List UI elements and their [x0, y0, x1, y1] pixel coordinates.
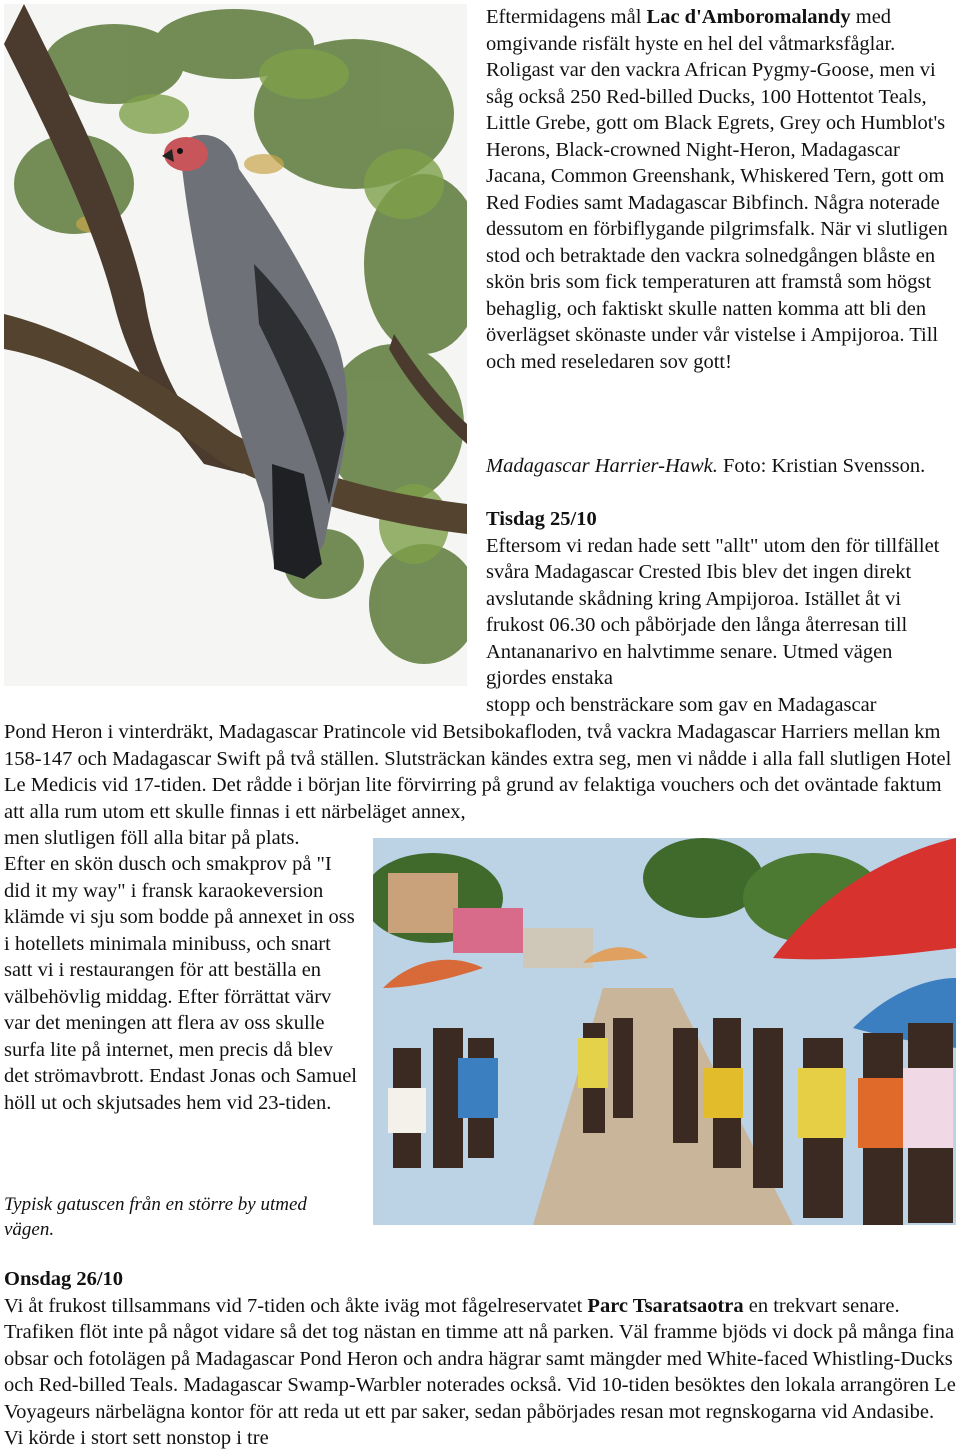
- place-name-tsaratsaotra: Parc Tsaratsaotra: [587, 1294, 744, 1317]
- wednesday-text: [4, 1293, 958, 1452]
- wednesday-section: [4, 1266, 958, 1452]
- intro-text: [486, 4, 956, 375]
- wednesday-text-rest: en trekvart senare. Trafiken flöt inte på något vidare så det tog nästan en timme att nå parken. Väl framme bjöds vi dock på många fina obsar och fotolägen på Madagascar Pond Heron och andra hägrar samt mängder med White-faced Whistling-Ducks och Red-billed Teals. Madagascar Swamp-Warbler noterades också. Vid 10-tiden besöktes den lokala arrangören Le Voyageurs närbelägna kontor för att reda ut ett par saker, sedan påbörjades resan mot regnskogarna vid Andasibe. Vi körde i stort sett nonstop i tre: [4, 1294, 956, 1449]
- intro-text-start: Eftermidagens mål: [486, 6, 647, 28]
- tuesday-section-right: [486, 506, 956, 692]
- tuesday-text-last-line: men slutligen föll alla bitar på plats.: [4, 827, 300, 849]
- photo-caption-street: [4, 1192, 354, 1242]
- caption-credit: Foto: Kristian Svensson.: [717, 455, 926, 477]
- intro-text-rest: med omgivande risfält hyste en hel del våtmarksfåglar. Roligast var den vackra African Pygmy-Goose, men vi såg också 250 Red-billed Ducks, 100 Hottentot Teals, Little Grebe, gott om Black Egrets, Grey och Humblot's Herons, Black-crowned Night-Heron, Madagascar Jacana, Common Greenshank, Whiskered Tern, gott om Red Fodies samt Madagascar Bibfinch. Några noterade dessutom en förbiflygande pilgrimsfalk. När vi slutligen stod och betraktade den vackra solnedgången blåste en skön bris som fick temperaturen att framstå som högst behaglig, och faktiskt skulle natten komma att bli den överlägset skönaste under vår vistelse i Ampijoroa. Till och med reseledaren sov gott!: [486, 6, 948, 373]
- photo-caption-harrier: [486, 453, 956, 480]
- place-name-amboromalandy: Lac d'Amboromalandy: [646, 6, 851, 28]
- tuesday-line-indented: stopp och bensträckare som gav en Madagascar: [486, 694, 877, 716]
- wednesday-text-start: Vi åt frukost tillsammans vid 7-tiden och åkte iväg mot fågelreservatet: [4, 1294, 588, 1317]
- caption-street-scene: Typisk gatuscen från en större by utmed vägen.: [4, 1194, 307, 1240]
- street-scene-photo: [373, 838, 956, 1225]
- tuesday-text-full: Pond Heron i vinterdräkt, Madagascar Pratincole vid Betsibokafloden, två vackra Madagascar Harriers mellan km 158-147 och Madagascar Swift på två ställen. Slutsträckan kändes extra seg, men vi nådde i alla fall slutligen Hotel Le Medicis vid 17-tiden. Det rådde i början lite förvirring på grund av felaktiga vouchers och det oväntade faktum att alla rum utom ett skulle finnas i ett närbeläget annex,: [4, 721, 952, 823]
- tuesday-section-left: [4, 851, 359, 1116]
- tuesday-section-full: [4, 719, 958, 852]
- day-heading-tuesday: Tisdag 25/10: [486, 508, 597, 530]
- intro-paragraph: [486, 4, 956, 375]
- tuesday-indented-line: [486, 692, 956, 719]
- tuesday-text-left: Efter en skön dusch och smakprov på "I did it my way" i fransk karaokeversion klämde vi sju som bodde på annexet in oss i hotellets minimala minibuss, och snart satt vi i restaurangen för att beställa en välbehövlig middag. Efter förrättat värv var det meningen att flera av oss skulle surfa lite på internet, men precis då blev det strömavbrott. Endast Jonas och Samuel höll ut och skjutsades hem vid 23-tiden.: [4, 853, 357, 1114]
- street-scene-illustration: [373, 838, 956, 1225]
- day-heading-wednesday: Onsdag 26/10: [4, 1268, 124, 1290]
- harrier-hawk-photo: [4, 4, 467, 686]
- harrier-hawk-illustration: [4, 4, 467, 686]
- caption-species: Madagascar Harrier-Hawk.: [486, 455, 718, 477]
- tuesday-text-right: Eftersom vi redan hade sett "allt" utom den för tillfället svåra Madagascar Crested Ibis blev det ingen direkt avslutande skådning kring Ampijoroa. Istället åt vi frukost 06.30 och påbörjade den långa återresan till Antananarivo en halvtimme senare. Utmed vägen gjordes enstaka: [486, 534, 940, 689]
